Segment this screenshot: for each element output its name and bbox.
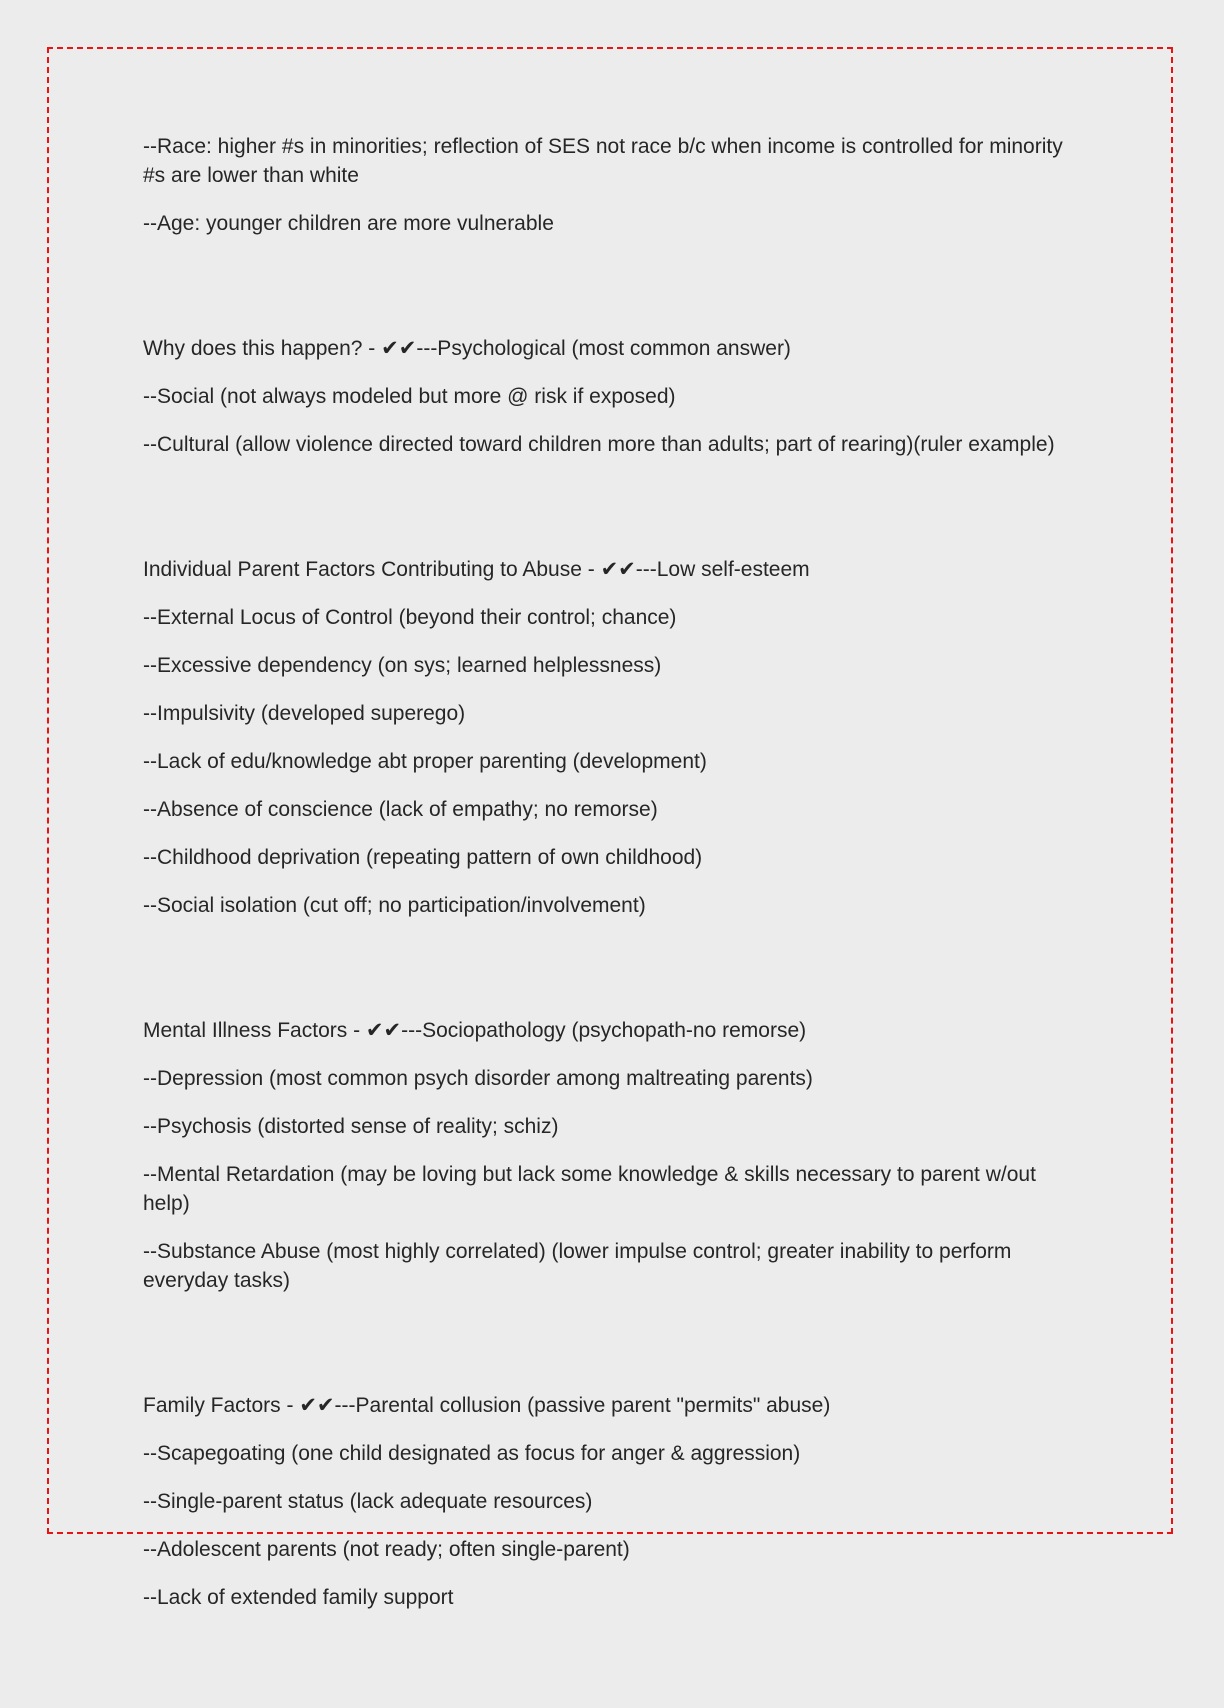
section-family-factors xyxy=(143,1391,1083,1612)
notes-heading-line: Mental Illness Factors - ✔✔---Sociopathology (psychopath-no remorse) xyxy=(143,1019,807,1042)
section-demographics xyxy=(143,132,1083,238)
notes-line: --Absence of conscience (lack of empathy; no remorse) xyxy=(143,798,658,821)
notes-line: --Adolescent parents (not ready; often single-parent) xyxy=(143,1538,630,1561)
notes-line: --Substance Abuse (most highly correlated) (lower impulse control; greater inability to perform everyday tasks) xyxy=(143,1240,1012,1292)
section-why-does-this-happen xyxy=(143,334,1083,459)
notes-line: --Childhood deprivation (repeating pattern of own childhood) xyxy=(143,846,703,869)
notes-line: --Scapegoating (one child designated as focus for anger & aggression) xyxy=(143,1442,801,1465)
notes-line: --Race: higher #s in minorities; reflection of SES not race b/c when income is controlled for minority #s are lower than white xyxy=(143,135,1063,187)
section-individual-parent-factors xyxy=(143,555,1083,920)
notes-line: --External Locus of Control (beyond their control; chance) xyxy=(143,606,677,629)
notes-line: --Age: younger children are more vulnerable xyxy=(143,212,554,235)
section-mental-illness-factors xyxy=(143,1016,1083,1295)
notes-line: --Single-parent status (lack adequate resources) xyxy=(143,1490,593,1513)
notes-line: --Social isolation (cut off; no participation/involvement) xyxy=(143,894,646,917)
notes-line: --Impulsivity (developed superego) xyxy=(143,702,466,725)
document-page xyxy=(143,132,1083,1708)
notes-line: --Social (not always modeled but more @ risk if exposed) xyxy=(143,385,676,408)
notes-line: --Cultural (allow violence directed toward children more than adults; part of rearing)(ruler example) xyxy=(143,433,1055,456)
notes-line: --Psychosis (distorted sense of reality; schiz) xyxy=(143,1115,559,1138)
notes-heading-line: Why does this happen? - ✔✔---Psychological (most common answer) xyxy=(143,337,791,360)
notes-heading-line: Individual Parent Factors Contributing to Abuse - ✔✔---Low self-esteem xyxy=(143,558,810,581)
notes-line: --Excessive dependency (on sys; learned helplessness) xyxy=(143,654,662,677)
notes-line: --Lack of edu/knowledge abt proper parenting (development) xyxy=(143,750,707,773)
notes-line: --Mental Retardation (may be loving but lack some knowledge & skills necessary to parent w/out help) xyxy=(143,1163,1036,1215)
notes-line: --Lack of extended family support xyxy=(143,1586,454,1609)
notes-line: --Depression (most common psych disorder among maltreating parents) xyxy=(143,1067,813,1090)
notes-heading-line: Family Factors - ✔✔---Parental collusion (passive parent "permits" abuse) xyxy=(143,1394,831,1417)
